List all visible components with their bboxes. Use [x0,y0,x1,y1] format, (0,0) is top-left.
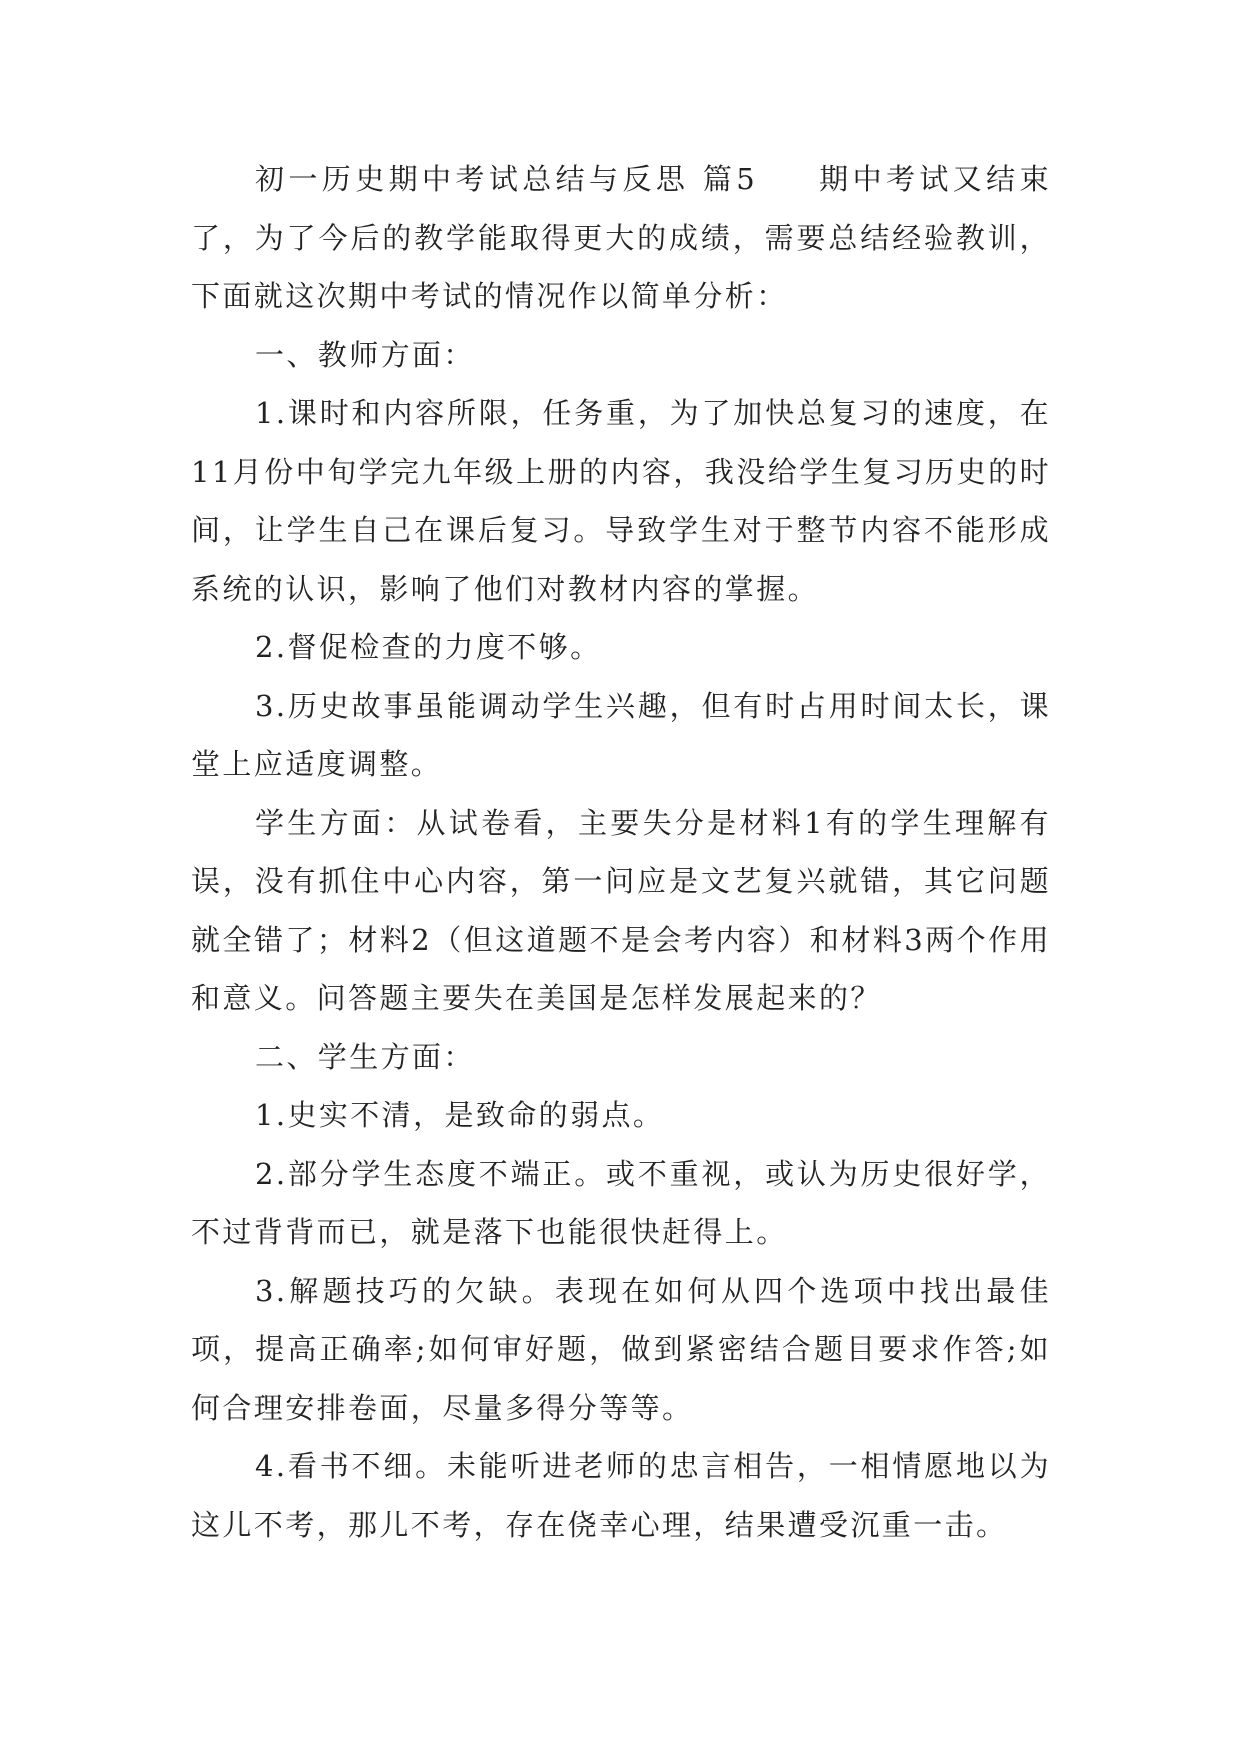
teacher-point-1: 1.课时和内容所限，任务重，为了加快总复习的速度，在11月份中旬学完九年级上册的内容，我没给学生复习历史的时间，让学生自己在课后复习。导致学生对于整节内容不能形成系统的认识，影响了他们对教材内容的掌握。 [191,396,1051,606]
teacher-point-2: 2.督促检查的力度不够。 [255,630,602,664]
student-point-2: 2.部分学生态度不端正。或不重视，或认为历史很好学，不过背背而已，就是落下也能很快赶得上。 [191,1156,1051,1249]
student-point-1: 1.史实不清，是致命的弱点。 [255,1098,665,1132]
intro-text: 期中考试又结束了，为了今后的教学能取得更大的成绩，需要总结经验教训，下面就这次期中考试的情况作以简单分析： [191,162,1051,313]
section-heading-teacher: 一、教师方面： [255,337,475,372]
document-body [191,150,1051,1554]
student-point-3: 3.解题技巧的欠缺。表现在如何从四个选项中找出最佳项，提高正确率;如何审好题，做到紧密结合题目要求作答;如何合理安排卷面，尽量多得分等等。 [191,1273,1051,1425]
student-point-4: 4.看书不细。未能听进老师的忠言相告，一相情愿地以为这儿不考，那儿不考，存在侥幸心理，结果遭受沉重一击。 [191,1449,1051,1542]
teacher-point-3: 3.历史故事虽能调动学生兴趣，但有时占用时间太长，课堂上应适度调整。 [191,688,1051,781]
document-title: 初一历史期中考试总结与反思 篇5 [255,162,758,196]
section-heading-student: 二、学生方面： [255,1039,475,1074]
intro-paragraph [191,150,1051,326]
student-analysis-paragraph: 学生方面：从试卷看，主要失分是材料1有的学生理解有误，没有抓住中心内容，第一问应是文艺复兴就错，其它问题就全错了；材料2（但这道题不是会考内容）和材料3两个作用和意义。问答题主要失在美国是怎样发展起来的？ [191,805,1051,1015]
